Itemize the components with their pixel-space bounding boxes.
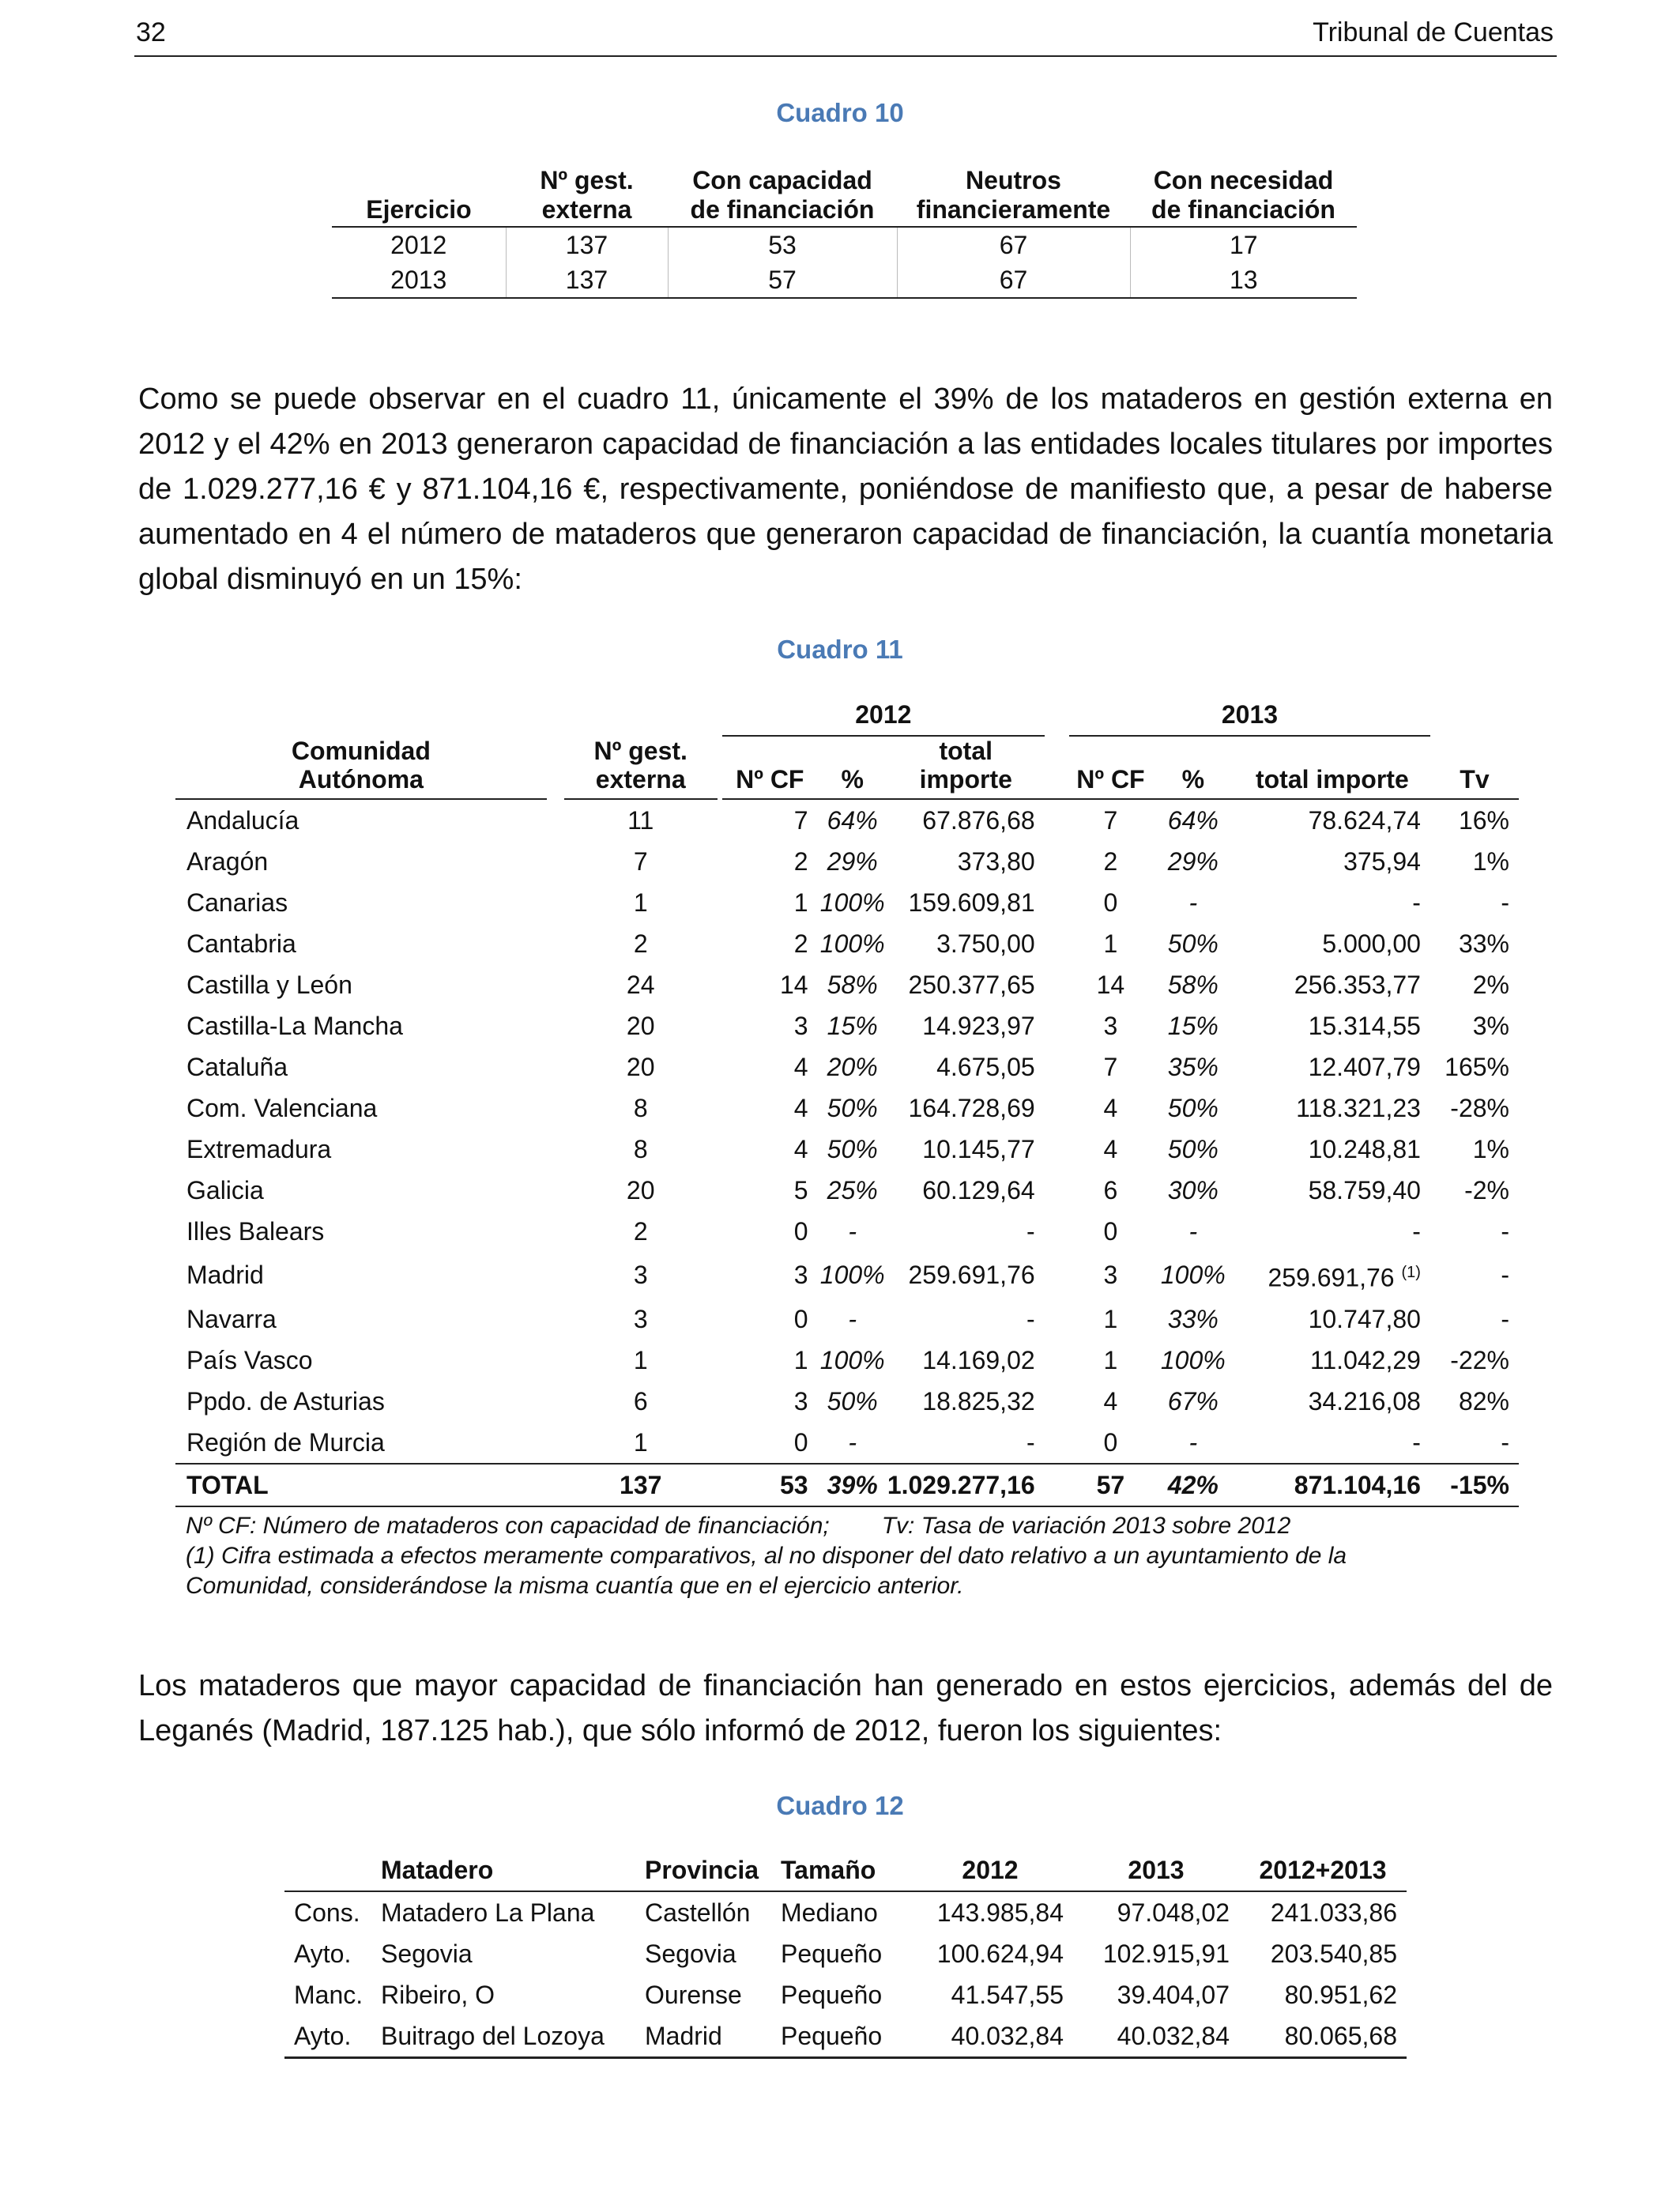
- table-cell: -: [1501, 1217, 1509, 1246]
- table-cell: 159.609,81: [908, 888, 1035, 917]
- table-cell: -28%: [1450, 1094, 1509, 1122]
- table-cell: 13: [1130, 262, 1357, 298]
- table-cell: Manc.: [294, 1981, 363, 2009]
- table-cell: Ribeiro, O: [381, 1981, 495, 2009]
- table-cell: 33%: [1458, 929, 1509, 958]
- table-cell: 100%: [819, 1345, 885, 1374]
- table-cell: -15%: [1430, 1464, 1519, 1506]
- table-cell: 80.951,62: [1284, 1981, 1397, 2009]
- table-cell: 50%: [827, 1094, 878, 1122]
- table-cell: 3.750,00: [936, 929, 1035, 958]
- table-cell: 10.747,80: [1308, 1304, 1421, 1333]
- table-cell: 10.145,77: [922, 1135, 1035, 1163]
- table-cell: -: [1188, 1427, 1198, 1457]
- col-header: Provincia: [645, 1849, 781, 1891]
- table-header-row: [284, 1849, 1407, 1891]
- table-row: [175, 1046, 1519, 1088]
- table-cell: 29%: [827, 847, 878, 876]
- table-cell: 25%: [827, 1176, 878, 1204]
- table-cell: 3: [1103, 1012, 1118, 1040]
- table-cell: Ayto.: [294, 1940, 352, 1968]
- table-cell: 4: [1103, 1135, 1118, 1163]
- table-cell: 143.985,84: [936, 1898, 1064, 1927]
- table-cell: 67.876,68: [922, 806, 1035, 835]
- table-cell: 50%: [1167, 1135, 1219, 1163]
- table-cell: 42%: [1152, 1464, 1234, 1506]
- table-cell: 6: [1103, 1176, 1118, 1204]
- table-cell: Castilla y León: [186, 971, 352, 999]
- table-cell: 3%: [1472, 1012, 1509, 1040]
- table-cell: 0: [1103, 1217, 1118, 1246]
- col-header-ncf-2013: Nº CF: [1069, 736, 1152, 799]
- table-cell: 15%: [1167, 1012, 1219, 1040]
- table-cell: -: [1026, 1427, 1035, 1457]
- table-cell: 100%: [1160, 1345, 1226, 1374]
- table-row: [332, 262, 1357, 298]
- table-cell: Castellón: [645, 1898, 751, 1927]
- table-cell: 20%: [827, 1053, 878, 1081]
- cuadro-10-table: [332, 166, 1357, 299]
- table-row: [175, 1088, 1519, 1129]
- table-cell: -: [1501, 1261, 1509, 1290]
- table-cell: 100.624,94: [936, 1940, 1064, 1968]
- table-cell: 4.675,05: [936, 1053, 1035, 1081]
- table-cell: Extremadura: [186, 1135, 332, 1163]
- year-2012-header: 2012: [722, 694, 1045, 736]
- table-cell: 67: [897, 227, 1130, 262]
- note-estimate-cont: Comunidad, considerándose la misma cuantía que en el ejercicio anterior.: [186, 1573, 964, 1599]
- table-cell: -: [1501, 1427, 1509, 1457]
- table-cell: 8: [633, 1135, 648, 1163]
- table-cell: Pequeño: [781, 1981, 883, 2009]
- table-cell: 256.353,77: [1294, 971, 1421, 999]
- col-header-gest-externa: Nº gest. externa: [564, 736, 718, 799]
- table-cell: Buitrago del Lozoya: [381, 2015, 645, 2058]
- note-ncf: Nº CF: Número de mataderos con capacidad de financiación;: [186, 1513, 830, 1539]
- col-header-tv: Tv: [1430, 736, 1519, 799]
- table-cell: -: [1026, 1304, 1035, 1333]
- table-cell: 33%: [1167, 1304, 1219, 1333]
- page-number: 32: [136, 17, 166, 47]
- table-cell: 41.547,55: [951, 1981, 1064, 2009]
- table-row: [332, 227, 1357, 262]
- col-header: 2013: [1073, 1849, 1239, 1891]
- table-cell: 7: [1103, 806, 1118, 835]
- table-cell: 30%: [1167, 1176, 1219, 1204]
- table-cell: 80.065,68: [1239, 2015, 1407, 2058]
- table-cell: Aragón: [186, 847, 269, 876]
- table-row: [284, 1974, 1407, 2015]
- note-estimate: (1) Cifra estimada a efectos meramente comparativos, al no disponer del dato relativo a un ayuntamiento de la: [186, 1543, 1347, 1569]
- col-header: [284, 1849, 381, 1891]
- table-cell: 2: [633, 929, 648, 958]
- table-row: [175, 1299, 1519, 1340]
- header-rule: [134, 55, 1557, 57]
- col-header: Neutros financieramente: [897, 166, 1130, 227]
- table-cell: 16%: [1458, 806, 1509, 835]
- table-cell: 7: [793, 806, 808, 835]
- table-row: [175, 799, 1519, 841]
- col-header-comunidad: Comunidad Autónoma: [175, 736, 547, 799]
- table-cell: 1: [1103, 929, 1118, 958]
- table-cell: -: [848, 1304, 857, 1333]
- col-header-pct-2012: %: [818, 736, 887, 799]
- table-cell: Segovia: [645, 1940, 736, 1968]
- table-cell: 1.029.277,16: [887, 1464, 1045, 1506]
- table-cell: TOTAL: [175, 1464, 547, 1506]
- table-row: [175, 882, 1519, 923]
- table-cell: Ppdo. de Asturias: [186, 1386, 385, 1416]
- table-cell: 50%: [1167, 929, 1219, 958]
- table-cell: 3: [793, 1012, 808, 1040]
- table-cell: 6: [633, 1386, 648, 1416]
- table-cell: 3: [633, 1261, 648, 1290]
- table-cell: -2%: [1464, 1176, 1509, 1204]
- table-cell: 11.042,29: [1309, 1345, 1421, 1374]
- table-cell: -: [1026, 1217, 1035, 1246]
- table-cell: 0: [793, 1217, 808, 1246]
- table-cell: 2%: [1472, 971, 1509, 999]
- table-cell: 20: [626, 1012, 655, 1040]
- table-cell: 14: [1096, 971, 1125, 999]
- table-cell: 40.032,84: [1073, 2015, 1239, 2058]
- table-cell: -: [1188, 1217, 1198, 1246]
- table-cell: Ayto.: [284, 2015, 381, 2058]
- table-cell: 17: [1130, 227, 1357, 262]
- col-header: 2012+2013: [1239, 1849, 1407, 1891]
- table-cell: 375,94: [1343, 847, 1421, 876]
- table-cell: 67: [897, 262, 1130, 298]
- table-cell: 18.825,32: [922, 1386, 1035, 1416]
- table-cell: 12.407,79: [1308, 1053, 1421, 1081]
- col-header-ncf-2012: Nº CF: [722, 736, 818, 799]
- col-header: Ejercicio: [332, 166, 506, 227]
- table-cell: 0: [793, 1304, 808, 1333]
- table-cell: 67%: [1167, 1386, 1219, 1416]
- table-cell: 20: [626, 1053, 655, 1081]
- body-paragraph-2: Los mataderos que mayor capacidad de financiación han generado en estos ejercicios, además del de Leganés (Madrid, 187.125 hab.), que sólo informó de 2012, fueron los siguientes:: [138, 1669, 1553, 1747]
- table-cell: 1: [793, 1345, 808, 1374]
- table-cell: 100%: [819, 888, 885, 917]
- table-cell: -: [1501, 1304, 1509, 1333]
- table-row: [175, 1381, 1519, 1422]
- table-cell: 53: [722, 1464, 818, 1506]
- table-row: [175, 841, 1519, 882]
- table-cell: 2012: [390, 231, 447, 259]
- table-cell: 50%: [827, 1135, 878, 1163]
- table-cell: 137: [506, 227, 668, 262]
- table-cell: 60.129,64: [922, 1176, 1035, 1204]
- table-cell: 871.104,16: [1234, 1464, 1430, 1506]
- table-cell: 100%: [1160, 1261, 1226, 1290]
- table-cell: 57: [668, 262, 897, 298]
- table-cell: 78.624,74: [1308, 806, 1421, 835]
- table-cell: Cataluña: [186, 1053, 288, 1081]
- total-row: [175, 1464, 1519, 1506]
- note-tv: Tv: Tasa de variación 2013 sobre 2012: [881, 1513, 1291, 1539]
- table-cell: Mediano: [781, 1898, 878, 1927]
- table-cell: 29%: [1167, 847, 1219, 876]
- col-header: Con necesidad de financiación: [1130, 166, 1357, 227]
- table-row: [175, 1129, 1519, 1170]
- table-cell: 24: [626, 971, 655, 999]
- table-cell: 100%: [819, 929, 885, 958]
- table-cell: 10.248,81: [1308, 1135, 1421, 1163]
- table-cell: Cantabria: [186, 929, 296, 958]
- table-cell: 250.377,65: [908, 971, 1035, 999]
- table-cell: 100%: [819, 1261, 885, 1290]
- table-row: [175, 923, 1519, 964]
- table-cell: 35%: [1167, 1053, 1219, 1081]
- table-cell: 14: [779, 971, 808, 999]
- table-cell: 15.314,55: [1308, 1012, 1421, 1040]
- table-cell: 64%: [827, 806, 878, 835]
- table-cell: Pequeño: [781, 2015, 907, 2058]
- table-cell: 7: [633, 847, 648, 876]
- table-cell: 2: [793, 929, 808, 958]
- table-cell: 0: [1103, 888, 1118, 917]
- table-cell: 203.540,85: [1270, 1940, 1397, 1968]
- table-cell: -: [1412, 888, 1421, 917]
- table-row: [175, 964, 1519, 1005]
- table-cell: Com. Valenciana: [186, 1094, 378, 1122]
- table-cell: 0: [793, 1427, 808, 1457]
- table-cell: 82%: [1458, 1386, 1509, 1416]
- table-row: [175, 1422, 1519, 1464]
- table-cell: 8: [633, 1094, 648, 1122]
- table-row: [175, 1252, 1519, 1299]
- table-cell: 2: [1103, 847, 1118, 876]
- footnote-mark: (1): [1401, 1264, 1421, 1281]
- table-cell: 50%: [827, 1386, 878, 1416]
- table-cell: 53: [668, 227, 897, 262]
- table-cell: 165%: [1445, 1053, 1509, 1081]
- table-cell: 4: [1103, 1386, 1118, 1416]
- table-row: [175, 1005, 1519, 1046]
- table-cell: País Vasco: [186, 1345, 313, 1374]
- table-cell: 97.048,02: [1117, 1898, 1230, 1927]
- col-header-total-2013: total importe: [1234, 736, 1430, 799]
- table-cell: 5.000,00: [1322, 929, 1421, 958]
- table-cell: Navarra: [186, 1304, 277, 1333]
- table-cell: 5: [793, 1176, 808, 1204]
- table-cell: 20: [626, 1176, 655, 1204]
- table-row: [175, 1211, 1519, 1252]
- table-cell: 1: [1103, 1304, 1118, 1333]
- table-cell: 11: [627, 806, 654, 835]
- table-cell: 4: [1103, 1094, 1118, 1122]
- table-cell: 3: [793, 1261, 808, 1290]
- cuadro-11-table: [175, 694, 1519, 1507]
- table-cell: 1: [633, 1345, 648, 1374]
- table-cell: 259.691,76: [908, 1261, 1035, 1290]
- table-cell: 14.169,02: [922, 1345, 1035, 1374]
- table-cell: 58%: [1167, 971, 1219, 999]
- running-header-title: Tribunal de Cuentas: [1313, 17, 1554, 47]
- table-cell-value: 259.691,76: [1268, 1263, 1395, 1292]
- table-cell: -: [848, 1217, 857, 1246]
- col-header: Matadero: [381, 1849, 645, 1891]
- table-cell: -: [1501, 888, 1509, 917]
- table-cell: 1: [1103, 1345, 1118, 1374]
- table-cell: [1234, 1252, 1430, 1299]
- table-cell: Canarias: [186, 888, 288, 917]
- year-2013-header: 2013: [1069, 694, 1430, 736]
- table-cell: 4: [793, 1053, 808, 1081]
- col-header-pct-2013: %: [1152, 736, 1234, 799]
- table-cell: 118.321,23: [1296, 1094, 1421, 1122]
- col-header: Con capacidad de financiación: [668, 166, 897, 227]
- table-cell: Illes Balears: [186, 1217, 325, 1246]
- table-cell: Galicia: [186, 1176, 264, 1204]
- table-cell: 137: [506, 262, 668, 298]
- body-paragraph-1: Como se puede observar en el cuadro 11, únicamente el 39% de los mataderos en gestión externa en 2012 y el 42% en 2013 generaron capacidad de financiación a las entidades locales titulares por importes de 1.029.277,16 € y 871.104,16 €, respectivamente, poniéndose de manifiesto que, a pesar de haberse aumentado en 4 el número de mataderos que generaron capacidad de financiación, la cuantía monetaria global disminuyó en un 15%:: [138, 383, 1553, 596]
- table-cell: 34.216,08: [1308, 1386, 1421, 1416]
- table-cell: Cons.: [294, 1898, 360, 1927]
- table-cell: Matadero La Plana: [381, 1898, 595, 1927]
- table-cell: 64%: [1167, 806, 1219, 835]
- table-cell: 3: [633, 1304, 648, 1333]
- table-cell: -: [848, 1427, 857, 1457]
- cuadro-12-title: Cuadro 12: [776, 1791, 904, 1820]
- table-cell: 137: [564, 1464, 718, 1506]
- table-row: [284, 1891, 1407, 1933]
- table-cell: 14.923,97: [922, 1012, 1035, 1040]
- table-cell: 57: [1069, 1464, 1152, 1506]
- table-cell: 164.728,69: [908, 1094, 1035, 1122]
- table-cell: 1%: [1472, 847, 1509, 876]
- table-cell: Madrid: [645, 2015, 781, 2058]
- table-cell: 3: [1103, 1261, 1118, 1290]
- table-cell: Andalucía: [186, 806, 299, 835]
- table-cell: Pequeño: [781, 1940, 883, 1968]
- table-cell: 1: [633, 888, 648, 917]
- table-cell: 2: [793, 847, 808, 876]
- col-header: Nº gest. externa: [506, 166, 668, 227]
- col-header: Tamaño: [781, 1849, 907, 1891]
- table-cell: 1: [793, 888, 808, 917]
- table-cell: 2: [633, 1217, 648, 1246]
- table-cell: 102.915,91: [1102, 1940, 1230, 1968]
- cuadro-10-title: Cuadro 10: [776, 98, 904, 127]
- table-cell: 373,80: [957, 847, 1035, 876]
- table-cell: 4: [793, 1135, 808, 1163]
- table-cell: 39.404,07: [1117, 1981, 1230, 2009]
- table-cell: 241.033,86: [1270, 1898, 1397, 1927]
- table-cell: -: [1412, 1427, 1421, 1457]
- table-cell: 0: [1103, 1427, 1118, 1457]
- table-header-row: [332, 166, 1357, 227]
- table-cell: 58.759,40: [1308, 1176, 1421, 1204]
- table-cell: 1%: [1472, 1135, 1509, 1163]
- table-cell: Madrid: [186, 1261, 264, 1290]
- table-cell: 3: [793, 1386, 808, 1416]
- table-row: [175, 1170, 1519, 1211]
- table-cell: Región de Murcia: [186, 1427, 385, 1457]
- table-cell: 39%: [818, 1464, 887, 1506]
- col-header-total-2012: total importe: [887, 736, 1045, 799]
- table-cell: 50%: [1167, 1094, 1219, 1122]
- table-row: [175, 1340, 1519, 1381]
- col-header: 2012: [907, 1849, 1073, 1891]
- table-cell: -: [1188, 888, 1198, 917]
- table-cell: 40.032,84: [907, 2015, 1073, 2058]
- table-cell: 58%: [827, 971, 878, 999]
- table-cell: 4: [793, 1094, 808, 1122]
- table-cell: -22%: [1450, 1345, 1509, 1374]
- table-notes: [186, 1511, 1347, 1601]
- table-cell: 1: [633, 1427, 648, 1457]
- cuadro-11-title: Cuadro 11: [777, 635, 903, 664]
- table-cell: Segovia: [381, 1940, 473, 1968]
- table-cell: 2013: [332, 262, 506, 298]
- table-row: [284, 1933, 1407, 1974]
- cuadro-12-table: [284, 1849, 1407, 2059]
- table-cell: Ourense: [645, 1981, 742, 2009]
- table-cell: -: [1412, 1217, 1421, 1246]
- table-cell: Castilla-La Mancha: [186, 1012, 403, 1040]
- table-cell: 15%: [827, 1012, 878, 1040]
- table-cell: 7: [1103, 1053, 1118, 1081]
- table-row: [284, 2015, 1407, 2058]
